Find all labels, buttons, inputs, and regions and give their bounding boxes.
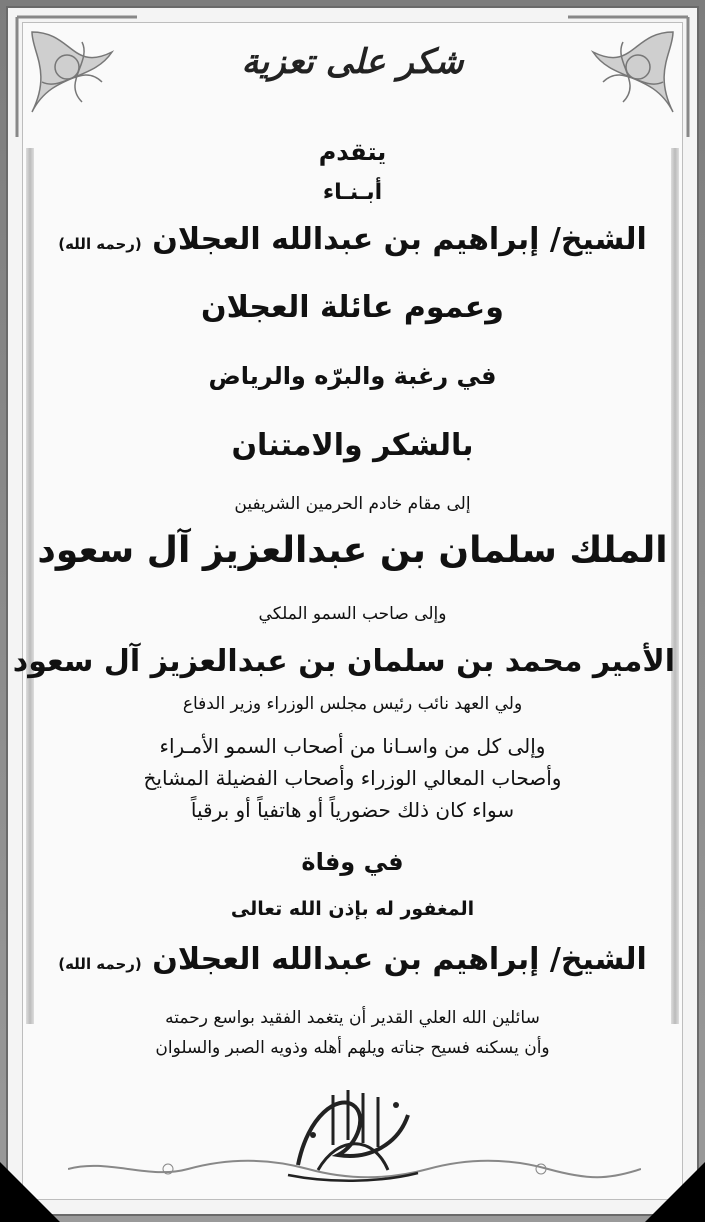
prince-line: الأمير محمد بن سلمان بن عبدالعزيز آل سعود [12,644,675,679]
quran-calligraphy-icon [278,1075,428,1185]
text-line: ولي العهد نائب رئيس مجلس الوزراء وزير الدفاع [182,694,523,714]
thanks-line: بالشكر والامتنان [231,428,474,463]
text-line: وإلى صاحب السمو الملكي [258,604,447,624]
name-text: الشيخ/ إبراهيم بن عبدالله العجلان [152,942,647,977]
name-line [30,222,675,257]
name-note: (رحمه الله) [58,235,142,253]
text-line: سواء كان ذلك حضورياً أو هاتفياً أو برقياً [190,798,515,822]
name-text: الشيخ/ إبراهيم بن عبدالله العجلان [152,222,647,257]
text-line: سائلين الله العلي القدير أن يتغمد الفقيد بواسع رحمته [165,1008,540,1028]
text-line: المغفور له بإذن الله تعالى [230,898,475,920]
text-line: إلى مقام خادم الحرمين الشريفين [234,494,471,514]
text-line: وإلى كل من واسـانا من أصحاب السمو الأمـراء [159,734,546,758]
text-line: يتقدم [318,138,387,166]
text-line: وأصحاب المعالي الوزراء وأصحاب الفضيلة المشايخ [143,766,562,790]
king-line: الملك سلمان بن عبدالعزيز آل سعود [37,530,668,571]
text-line: وأن يسكنه فسيح جناته ويلهم أهله وذويه الصبر والسلوان [155,1038,550,1058]
name-line [30,942,675,977]
text-line: في وفاة [301,848,404,876]
title-calligraphy: شكر على تعزية [241,42,464,82]
family-line: وعموم عائلة العجلان [201,290,504,325]
locations-line: في رغبة والبرّه والرياض [208,362,497,390]
notice-content [12,0,675,1222]
text-line: أبـنـاء [322,180,383,205]
name-note: (رحمه الله) [58,955,142,973]
